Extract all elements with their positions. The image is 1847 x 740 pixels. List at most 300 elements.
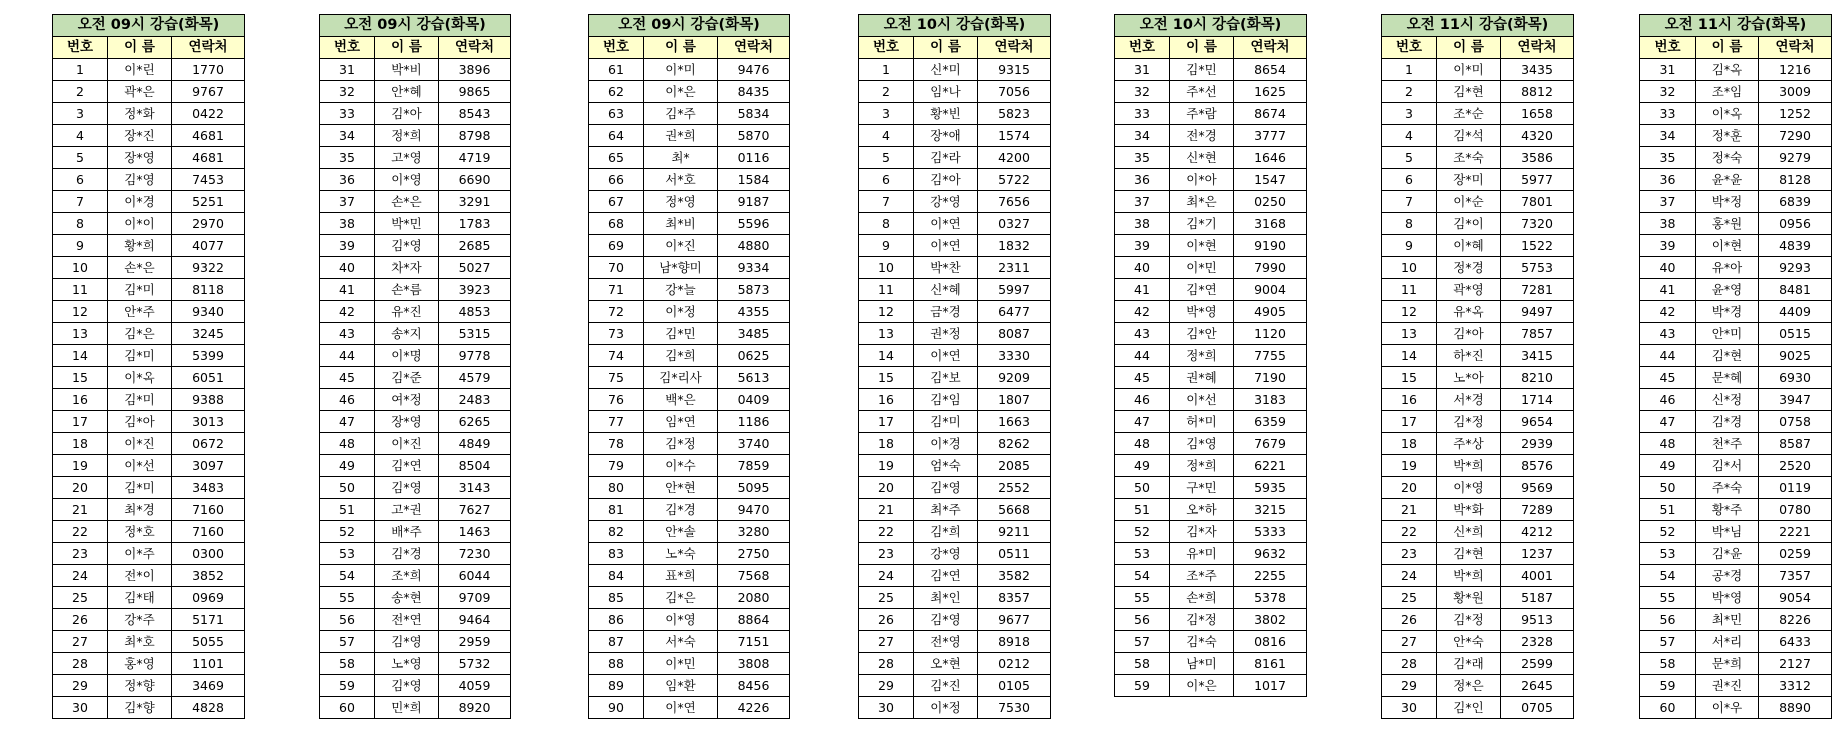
table-row: [1640, 653, 1832, 675]
table-row: [589, 455, 790, 477]
cell-contact: 3485: [718, 323, 790, 345]
cell-contact: 8543: [439, 103, 511, 125]
table-row: [1382, 411, 1574, 433]
table-row: [53, 521, 245, 543]
cell-name: 남*향미: [644, 257, 718, 279]
cell-number: 45: [1640, 367, 1696, 389]
cell-contact: 5873: [718, 279, 790, 301]
cell-number: 50: [1115, 477, 1170, 499]
roster-table: [1114, 14, 1307, 697]
cell-name: 이*은: [1170, 675, 1234, 697]
cell-name: 장*영: [375, 411, 439, 433]
cell-contact: 9767: [172, 81, 245, 103]
cell-number: 18: [859, 433, 914, 455]
cell-name: 이*영: [375, 169, 439, 191]
cell-name: 이*이: [108, 213, 172, 235]
table-row: [53, 147, 245, 169]
table-row: [859, 345, 1051, 367]
cell-contact: 5055: [172, 631, 245, 653]
table-row: [1382, 213, 1574, 235]
cell-number: 34: [320, 125, 375, 147]
cell-name: 최*은: [1170, 191, 1234, 213]
cell-number: 25: [859, 587, 914, 609]
cell-number: 26: [859, 609, 914, 631]
cell-contact: 6839: [1759, 191, 1832, 213]
table-row: [859, 389, 1051, 411]
cell-name: 신*정: [1696, 389, 1759, 411]
table-row: [320, 389, 511, 411]
cell-number: 30: [1382, 697, 1437, 719]
cell-number: 37: [1115, 191, 1170, 213]
cell-name: 황*주: [1696, 499, 1759, 521]
cell-number: 61: [589, 59, 644, 81]
cell-number: 40: [1640, 257, 1696, 279]
roster-table: [319, 14, 511, 719]
cell-name: 정*향: [108, 675, 172, 697]
table-row: [1382, 433, 1574, 455]
cell-number: 10: [53, 257, 108, 279]
cell-contact: 6221: [1234, 455, 1307, 477]
cell-name: 허*미: [1170, 411, 1234, 433]
cell-name: 곽*영: [1437, 279, 1501, 301]
cell-number: 56: [1115, 609, 1170, 631]
table-row: [320, 103, 511, 125]
table-row: [589, 697, 790, 719]
cell-number: 57: [1115, 631, 1170, 653]
cell-number: 26: [1382, 609, 1437, 631]
table-row: [320, 521, 511, 543]
table-row: [1115, 81, 1307, 103]
cell-name: 김*영: [914, 477, 978, 499]
cell-number: 15: [859, 367, 914, 389]
cell-name: 고*권: [375, 499, 439, 521]
cell-name: 최*민: [1696, 609, 1759, 631]
cell-name: 손*희: [1170, 587, 1234, 609]
table-row: [1115, 169, 1307, 191]
table-row: [859, 125, 1051, 147]
cell-name: 손*은: [375, 191, 439, 213]
table-row: [1115, 609, 1307, 631]
cell-contact: 1663: [978, 411, 1051, 433]
table-row: [1382, 609, 1574, 631]
cell-number: 82: [589, 521, 644, 543]
table-row: [320, 455, 511, 477]
header-contact: 연락처: [1234, 37, 1307, 59]
cell-name: 손*은: [108, 257, 172, 279]
cell-name: 김*숙: [1170, 631, 1234, 653]
cell-number: 47: [1115, 411, 1170, 433]
cell-contact: 6930: [1759, 367, 1832, 389]
table-row: [1382, 565, 1574, 587]
cell-contact: 0119: [1759, 477, 1832, 499]
cell-name: 정*영: [644, 191, 718, 213]
cell-name: 정*희: [1170, 455, 1234, 477]
table-row: [859, 631, 1051, 653]
cell-name: 박*화: [1437, 499, 1501, 521]
table-row: [1640, 609, 1832, 631]
cell-number: 44: [1115, 345, 1170, 367]
table-row: [1382, 301, 1574, 323]
table-row: [320, 191, 511, 213]
table-row: [320, 631, 511, 653]
roster-table: [588, 14, 790, 719]
cell-name: 윤*영: [1696, 279, 1759, 301]
table-row: [53, 169, 245, 191]
cell-number: 59: [1115, 675, 1170, 697]
cell-number: 76: [589, 389, 644, 411]
cell-number: 30: [859, 697, 914, 719]
cell-name: 정*화: [108, 103, 172, 125]
cell-contact: 2483: [439, 389, 511, 411]
cell-contact: 2970: [172, 213, 245, 235]
table-row: [1640, 499, 1832, 521]
cell-contact: 9464: [439, 609, 511, 631]
cell-name: 박*정: [1696, 191, 1759, 213]
cell-contact: 8576: [1501, 455, 1574, 477]
cell-contact: 8864: [718, 609, 790, 631]
cell-number: 48: [1640, 433, 1696, 455]
table-row: [859, 609, 1051, 631]
cell-name: 이*미: [1437, 59, 1501, 81]
table-row: [859, 257, 1051, 279]
cell-contact: 2328: [1501, 631, 1574, 653]
cell-name: 김*석: [1437, 125, 1501, 147]
cell-name: 김*안: [1170, 323, 1234, 345]
cell-name: 문*혜: [1696, 367, 1759, 389]
cell-name: 권*희: [644, 125, 718, 147]
cell-contact: 5171: [172, 609, 245, 631]
table-row: [1382, 631, 1574, 653]
table-row: [53, 433, 245, 455]
cell-contact: 9388: [172, 389, 245, 411]
cell-number: 43: [320, 323, 375, 345]
table-row: [589, 367, 790, 389]
cell-name: 김*향: [108, 697, 172, 719]
cell-number: 41: [1115, 279, 1170, 301]
cell-contact: 5823: [978, 103, 1051, 125]
cell-number: 24: [859, 565, 914, 587]
cell-contact: 1658: [1501, 103, 1574, 125]
cell-number: 60: [320, 697, 375, 719]
cell-number: 14: [53, 345, 108, 367]
cell-name: 표*희: [644, 565, 718, 587]
cell-contact: 2645: [1501, 675, 1574, 697]
table-row: [53, 587, 245, 609]
cell-number: 4: [859, 125, 914, 147]
table-row: [859, 279, 1051, 301]
table-row: [1115, 235, 1307, 257]
cell-name: 전*연: [375, 609, 439, 631]
table-row: [859, 301, 1051, 323]
cell-number: 35: [320, 147, 375, 169]
cell-name: 김*현: [1696, 345, 1759, 367]
table-row: [320, 433, 511, 455]
cell-number: 49: [1115, 455, 1170, 477]
cell-name: 이*진: [108, 433, 172, 455]
cell-name: 김*윤: [1696, 543, 1759, 565]
cell-contact: 5613: [718, 367, 790, 389]
cell-contact: 4719: [439, 147, 511, 169]
cell-contact: 0780: [1759, 499, 1832, 521]
cell-name: 최*비: [644, 213, 718, 235]
cell-name: 이*경: [108, 191, 172, 213]
table-row: [589, 169, 790, 191]
cell-name: 김*경: [644, 499, 718, 521]
cell-name: 김*정: [1437, 609, 1501, 631]
cell-number: 32: [320, 81, 375, 103]
cell-contact: 3483: [172, 477, 245, 499]
table-row: [1640, 389, 1832, 411]
table-row: [1640, 147, 1832, 169]
cell-number: 58: [1640, 653, 1696, 675]
cell-name: 주*람: [1170, 103, 1234, 125]
cell-number: 25: [1382, 587, 1437, 609]
cell-number: 16: [53, 389, 108, 411]
table-row: [1382, 279, 1574, 301]
table-row: [1115, 389, 1307, 411]
cell-number: 72: [589, 301, 644, 323]
cell-name: 노*영: [375, 653, 439, 675]
table-row: [1640, 125, 1832, 147]
cell-contact: 5722: [978, 169, 1051, 191]
cell-number: 64: [589, 125, 644, 147]
cell-number: 36: [320, 169, 375, 191]
cell-contact: 8504: [439, 455, 511, 477]
cell-contact: 4001: [1501, 565, 1574, 587]
table-row: [1640, 323, 1832, 345]
cell-number: 28: [859, 653, 914, 675]
cell-name: 유*아: [1696, 257, 1759, 279]
cell-contact: 0327: [978, 213, 1051, 235]
table-row: [53, 125, 245, 147]
cell-contact: 7857: [1501, 323, 1574, 345]
cell-number: 38: [1115, 213, 1170, 235]
cell-number: 44: [1640, 345, 1696, 367]
cell-name: 김*미: [108, 389, 172, 411]
cell-name: 김*경: [375, 543, 439, 565]
header-name: 이 름: [914, 37, 978, 59]
table-title: 오전 09시 강습(화목): [589, 15, 790, 37]
cell-number: 67: [589, 191, 644, 213]
table-row: [589, 81, 790, 103]
cell-name: 이*연: [914, 345, 978, 367]
table-row: [589, 389, 790, 411]
cell-name: 김*아: [375, 103, 439, 125]
cell-number: 47: [320, 411, 375, 433]
cell-name: 김*은: [644, 587, 718, 609]
cell-contact: 2127: [1759, 653, 1832, 675]
cell-name: 김*아: [108, 411, 172, 433]
header-number: 번호: [859, 37, 914, 59]
table-row: [1640, 367, 1832, 389]
cell-contact: 7679: [1234, 433, 1307, 455]
cell-contact: 3245: [172, 323, 245, 345]
cell-number: 19: [859, 455, 914, 477]
cell-name: 김*정: [1437, 411, 1501, 433]
table-row: [859, 543, 1051, 565]
cell-name: 임*연: [644, 411, 718, 433]
cell-number: 48: [1115, 433, 1170, 455]
header-name: 이 름: [1696, 37, 1759, 59]
table-row: [1640, 565, 1832, 587]
cell-number: 13: [53, 323, 108, 345]
cell-name: 조*순: [1437, 103, 1501, 125]
cell-name: 안*숙: [1437, 631, 1501, 653]
cell-number: 3: [1382, 103, 1437, 125]
table-row: [1382, 675, 1574, 697]
table-row: [1382, 477, 1574, 499]
table-row: [1115, 631, 1307, 653]
cell-number: 33: [320, 103, 375, 125]
cell-contact: 8674: [1234, 103, 1307, 125]
table-row: [1640, 543, 1832, 565]
cell-number: 5: [1382, 147, 1437, 169]
cell-number: 12: [1382, 301, 1437, 323]
table-row: [320, 125, 511, 147]
table-row: [589, 477, 790, 499]
cell-contact: 3168: [1234, 213, 1307, 235]
cell-number: 84: [589, 565, 644, 587]
cell-contact: 3808: [718, 653, 790, 675]
cell-name: 윤*윤: [1696, 169, 1759, 191]
cell-name: 안*주: [108, 301, 172, 323]
table-row: [589, 587, 790, 609]
cell-contact: 8798: [439, 125, 511, 147]
cell-contact: 0105: [978, 675, 1051, 697]
cell-number: 3: [859, 103, 914, 125]
cell-number: 58: [320, 653, 375, 675]
header-contact: 연락처: [1501, 37, 1574, 59]
cell-contact: 3435: [1501, 59, 1574, 81]
cell-contact: 4849: [439, 433, 511, 455]
cell-contact: 9497: [1501, 301, 1574, 323]
cell-name: 송*지: [375, 323, 439, 345]
table-row: [320, 147, 511, 169]
table-row: [1382, 587, 1574, 609]
cell-contact: 9279: [1759, 147, 1832, 169]
table-row: [320, 543, 511, 565]
cell-contact: 8481: [1759, 279, 1832, 301]
cell-name: 이*린: [108, 59, 172, 81]
cell-name: 조*주: [1170, 565, 1234, 587]
cell-contact: 9209: [978, 367, 1051, 389]
cell-number: 4: [53, 125, 108, 147]
cell-contact: 1832: [978, 235, 1051, 257]
cell-number: 75: [589, 367, 644, 389]
cell-number: 18: [1382, 433, 1437, 455]
cell-name: 김*정: [644, 433, 718, 455]
table-row: [53, 235, 245, 257]
cell-name: 김*민: [1170, 59, 1234, 81]
cell-number: 31: [1115, 59, 1170, 81]
table-row: [1115, 59, 1307, 81]
table-row: [1640, 587, 1832, 609]
table-row: [1115, 455, 1307, 477]
cell-name: 안*혜: [375, 81, 439, 103]
cell-contact: 5095: [718, 477, 790, 499]
table-row: [589, 675, 790, 697]
table-row: [320, 565, 511, 587]
table-row: [1115, 213, 1307, 235]
table-row: [320, 697, 511, 719]
cell-name: 강*영: [914, 543, 978, 565]
table-row: [859, 521, 1051, 543]
cell-name: 홍*영: [108, 653, 172, 675]
cell-name: 주*숙: [1696, 477, 1759, 499]
table-title: 오전 09시 강습(화목): [53, 15, 245, 37]
cell-name: 노*아: [1437, 367, 1501, 389]
table-row: [859, 367, 1051, 389]
cell-contact: 2959: [439, 631, 511, 653]
cell-number: 88: [589, 653, 644, 675]
cell-contact: 9025: [1759, 345, 1832, 367]
cell-contact: 0511: [978, 543, 1051, 565]
cell-name: 정*숙: [1696, 147, 1759, 169]
cell-contact: 4579: [439, 367, 511, 389]
cell-name: 이*영: [1437, 477, 1501, 499]
cell-contact: 0116: [718, 147, 790, 169]
cell-contact: 1522: [1501, 235, 1574, 257]
table-row: [859, 191, 1051, 213]
table-row: [589, 257, 790, 279]
cell-number: 86: [589, 609, 644, 631]
cell-contact: 2685: [439, 235, 511, 257]
table-row: [53, 455, 245, 477]
table-title: 오전 09시 강습(화목): [320, 15, 511, 37]
cell-name: 이*정: [644, 301, 718, 323]
cell-contact: 4681: [172, 147, 245, 169]
cell-number: 11: [53, 279, 108, 301]
table-row: [53, 675, 245, 697]
cell-number: 21: [53, 499, 108, 521]
cell-name: 서*경: [1437, 389, 1501, 411]
cell-number: 1: [859, 59, 914, 81]
cell-number: 62: [589, 81, 644, 103]
cell-name: 이*정: [914, 697, 978, 719]
cell-number: 39: [320, 235, 375, 257]
table-row: [589, 609, 790, 631]
cell-number: 73: [589, 323, 644, 345]
table-row: [1640, 411, 1832, 433]
table-row: [1382, 367, 1574, 389]
table-row: [859, 213, 1051, 235]
cell-contact: 6051: [172, 367, 245, 389]
cell-name: 고*영: [375, 147, 439, 169]
cell-name: 김*희: [644, 345, 718, 367]
cell-number: 30: [53, 697, 108, 719]
cell-name: 이*명: [375, 345, 439, 367]
cell-number: 50: [320, 477, 375, 499]
table-row: [589, 125, 790, 147]
cell-contact: 8210: [1501, 367, 1574, 389]
cell-contact: 1783: [439, 213, 511, 235]
cell-number: 90: [589, 697, 644, 719]
cell-name: 장*진: [108, 125, 172, 147]
cell-name: 전*이: [108, 565, 172, 587]
cell-number: 34: [1640, 125, 1696, 147]
table-row: [320, 653, 511, 675]
table-row: [1640, 257, 1832, 279]
cell-contact: 3097: [172, 455, 245, 477]
cell-number: 23: [1382, 543, 1437, 565]
table-row: [53, 279, 245, 301]
cell-number: 54: [1640, 565, 1696, 587]
table-row: [1382, 257, 1574, 279]
cell-contact: 1714: [1501, 389, 1574, 411]
table-row: [320, 213, 511, 235]
cell-contact: 7656: [978, 191, 1051, 213]
header-name: 이 름: [375, 37, 439, 59]
